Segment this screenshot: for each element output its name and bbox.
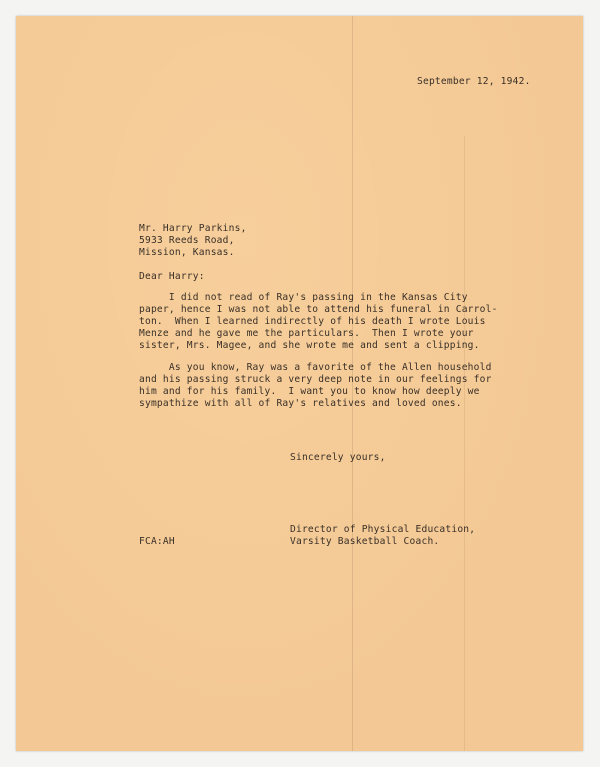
body-line: and his passing struck a very deep note in our feelings for [139, 374, 492, 385]
recipient-line: 5933 Reeds Road, [139, 235, 235, 246]
body-line: sister, Mrs. Magee, and she wrote me and sent a clipping. [139, 340, 480, 351]
body-line: ton. When I learned indirectly of his death I wrote Louis [139, 316, 486, 327]
signature-title: Varsity Basketball Coach. [290, 536, 440, 547]
body-line: I did not read of Ray's passing in the Kansas City [139, 292, 468, 303]
body-line: As you know, Ray was a favorite of the Allen household [139, 362, 492, 373]
recipient-line: Mission, Kansas. [139, 247, 235, 258]
letter-date: September 12, 1942. [417, 76, 531, 87]
body-line: paper, hence I was not able to attend his funeral in Carrol- [139, 304, 498, 315]
closing: Sincerely yours, [290, 452, 386, 463]
reference-initials: FCA:AH [139, 536, 175, 547]
paper-crease [464, 136, 465, 751]
body-line: sympathize with all of Ray's relatives and loved ones. [139, 398, 462, 409]
letter-page [16, 16, 583, 751]
recipient-line: Mr. Harry Parkins, [139, 223, 247, 234]
salutation: Dear Harry: [139, 271, 205, 282]
body-line: Menze and he gave me the particulars. Then I wrote your [139, 328, 474, 339]
signature-title: Director of Physical Education, [290, 524, 476, 535]
body-line: him and for his family. I want you to know how deeply we [139, 386, 480, 397]
